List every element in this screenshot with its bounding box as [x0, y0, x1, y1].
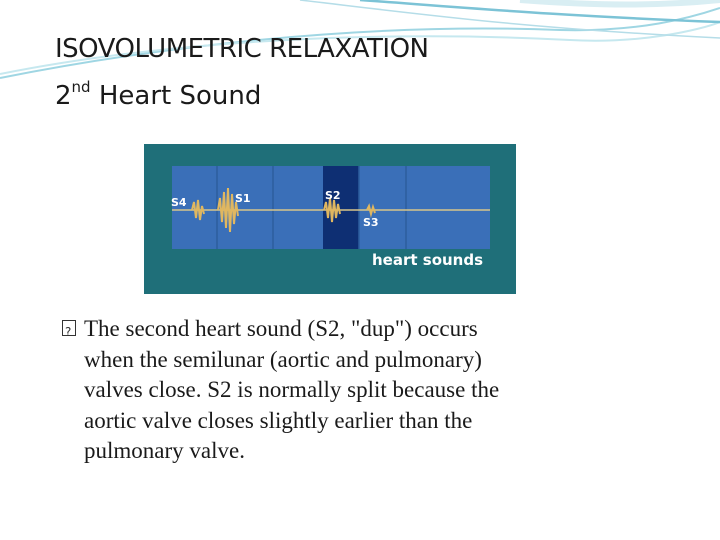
missing-glyph-icon — [62, 314, 84, 467]
bullet-row — [62, 314, 662, 467]
title-line-2 — [55, 70, 429, 113]
heart-sounds-image — [144, 144, 516, 294]
title-ordinal-suffix: nd — [71, 78, 91, 96]
bullet-text: The second heart sound (S2, "dup") occurs when the semilunar (aortic and pulmonary) valves close. S2 is normally split because the aortic valve closes slightly earlier than the pulmonary valve. — [84, 316, 500, 463]
title-ordinal-number: 2 — [55, 81, 72, 111]
slide-title — [55, 32, 429, 113]
title-line-1: ISOVOLUMETRIC RELAXATION — [55, 34, 429, 64]
title-heart-sound-text: Heart Sound — [90, 81, 262, 111]
label-s4: S4 — [171, 196, 187, 209]
bullet-point — [62, 314, 662, 467]
label-s1: S1 — [235, 192, 251, 205]
heart-sounds-figure — [144, 144, 516, 294]
label-s3: S3 — [363, 216, 379, 229]
figure-caption: heart sounds — [372, 251, 484, 269]
label-s2: S2 — [325, 189, 341, 202]
